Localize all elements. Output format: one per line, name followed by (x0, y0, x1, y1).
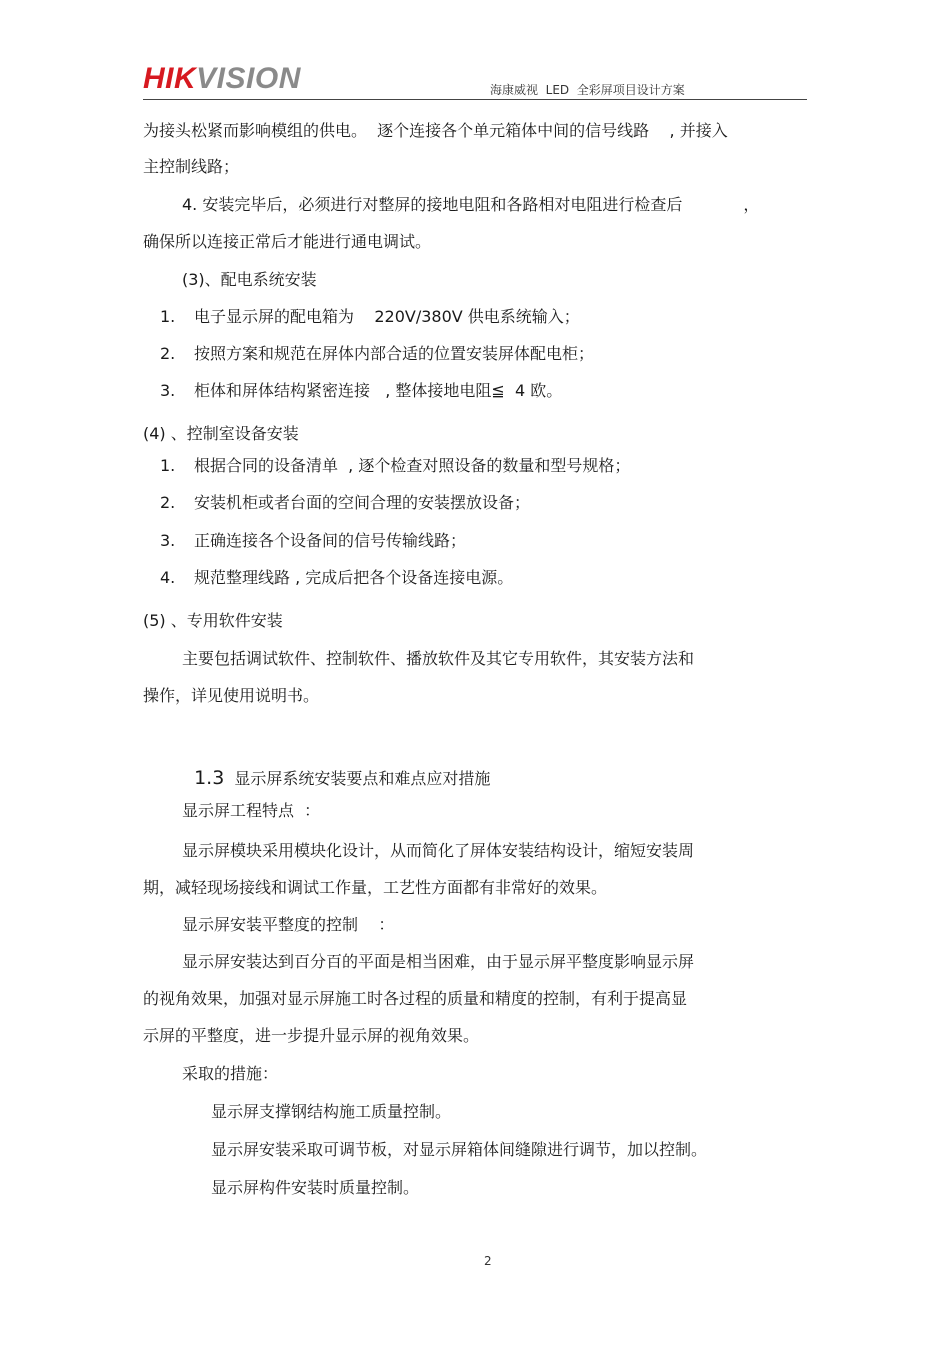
section-title-4: (4) 、控制室设备安装 (143, 424, 299, 443)
list-item-text: 按照方案和规范在屏体内部合适的位置安装屏体配电柜； (194, 344, 595, 363)
list-item-text: 根据合同的设备清单 , 逐个检查对照设备的数量和型号规格； (194, 456, 631, 475)
paragraph-line: 为接头松紧而影响模组的供电。 逐个连接各个单元箱体中间的信号线路 , 并接入 (143, 121, 728, 140)
list-item-text: 安装机柜或者台面的空间合理的安装摆放设备； (194, 493, 531, 512)
measure-item: 显示屏安装采取可调节板，对显示屏箱体间缝隙进行调节，加以控制。 (211, 1140, 708, 1159)
hikvision-logo (143, 64, 301, 94)
list-item-number: 3. (160, 531, 176, 550)
section-title-5: (5) 、专用软件安装 (143, 611, 283, 630)
paragraph-line: 显示屏模块采用模块化设计，从而简化了屏体安装结构设计，缩短安装周 (182, 841, 695, 860)
paragraph-line: 操作，详见使用说明书。 (143, 686, 320, 705)
section-heading-1-3 (182, 748, 490, 789)
paragraph-line: 确保所以连接正常后才能进行通电调试。 (143, 232, 432, 251)
paragraph-line: 主控制线路； (143, 157, 240, 176)
measure-item: 显示屏支撑钢结构施工质量控制。 (211, 1102, 452, 1121)
page-number: 2 (484, 1254, 492, 1268)
list-item-number: 2. (160, 493, 176, 512)
list-item-number: 3. (160, 381, 176, 400)
list-item-text: 规范整理线路 , 完成后把各个设备连接电源。 (194, 568, 514, 587)
list-item-number: 1. (160, 307, 176, 326)
paragraph-line: 显示屏安装达到百分百的平面是相当困难，由于显示屏平整度影响显示屏 (182, 952, 695, 971)
list-item-text: 柜体和屏体结构紧密连接 , 整体接地电阻≦ 4 欧。 (194, 381, 563, 400)
subheading: 显示屏工程特点 ： (182, 801, 321, 820)
subheading: 采取的措施： (182, 1064, 279, 1083)
heading-text: 显示屏系统安装要点和难点应对措施 (234, 769, 491, 788)
paragraph-line: 示屏的平整度，进一步提升显示屏的视角效果。 (143, 1026, 480, 1045)
logo-part-hik: HIK (143, 62, 197, 95)
heading-number: 1.3 (194, 767, 225, 789)
list-item-number: 4. (160, 568, 176, 587)
paragraph-line: 主要包括调试软件、控制软件、播放软件及其它专用软件，其安装方法和 (182, 649, 695, 668)
measure-item: 显示屏构件安装时质量控制。 (211, 1178, 420, 1197)
list-item-text: 电子显示屏的配电箱为 220V/380V 供电系统输入； (194, 307, 580, 326)
paragraph-line: 的视角效果，加强对显示屏施工时各过程的质量和精度的控制，有利于提高显 (143, 989, 688, 1008)
logo-part-vision: VISION (196, 62, 301, 95)
section-title-3: (3)、配电系统安装 (182, 270, 317, 289)
header-title: 海康威视 LED 全彩屏项目设计方案 (490, 83, 685, 97)
list-item-text: 正确连接各个设备间的信号传输线路； (194, 531, 467, 550)
subheading: 显示屏安装平整度的控制 ： (182, 915, 395, 934)
list-item-number: 2. (160, 344, 176, 363)
list-item-number: 1. (160, 456, 176, 475)
paragraph-line: 期，减轻现场接线和调试工作量，工艺性方面都有非常好的效果。 (143, 878, 608, 897)
header-divider (143, 99, 807, 100)
paragraph-line: 4. 安装完毕后，必须进行对整屏的接地电阻和各路相对电阻进行检查后 ， (182, 195, 760, 214)
